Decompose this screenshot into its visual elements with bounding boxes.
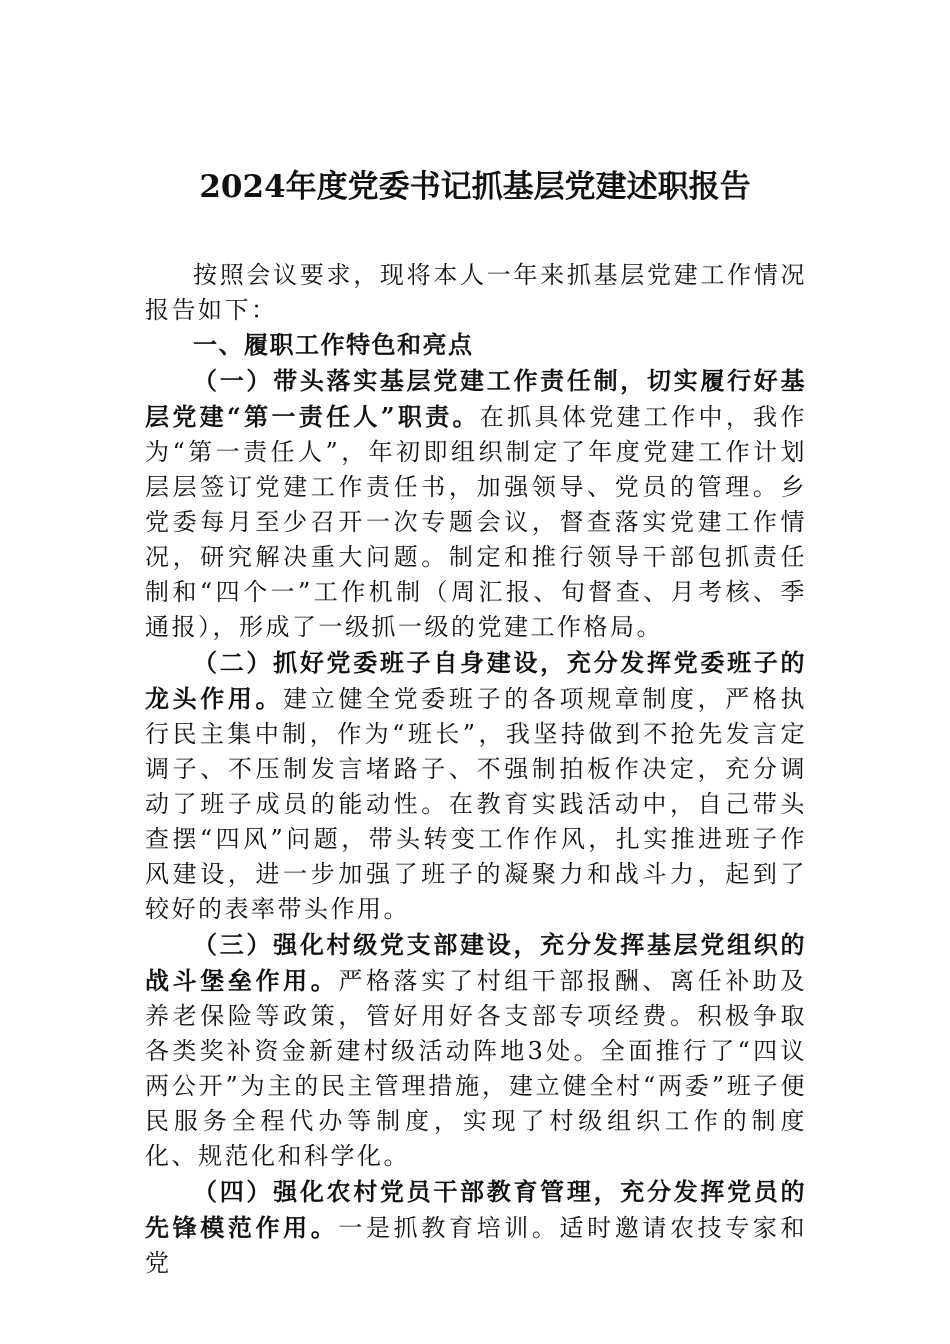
- paragraph-3-lead: （三）强化村级党支部建设，充分发挥基层党组织的战斗堡垒作用。: [145, 930, 807, 995]
- paragraph-4: [145, 1174, 807, 1281]
- paragraph-3-text: 严格落实了村组干部报酬、离任补助及养老保险等政策，管好用好各支部专项经费。积极争取各类奖补资金新建村级活动阵地3处。全面推行了“四议两公开”为主的民主管理措施，建立健全村“两委”班子便民服务全程代办等制度，实现了村级组织工作的制度化、规范化和科学化。: [145, 967, 808, 1170]
- document-body: [145, 256, 807, 1281]
- intro-paragraph: 按照会议要求，现将本人一年来抓基层党建工作情况报告如下：: [145, 261, 807, 324]
- paragraph-1-lead: （一）带头落实基层党建工作责任制，切实履行好基层党建“第一责任人”职责。: [145, 366, 807, 431]
- paragraph-4-text: 一是抓教育培训。适时邀请农技专家和党: [145, 1214, 808, 1277]
- document-title: 2024年度党委书记抓基层党建述职报告: [199, 169, 751, 205]
- paragraph-1: [145, 363, 807, 645]
- paragraph-3: [145, 927, 807, 1174]
- paragraph-2: [145, 645, 807, 927]
- section-heading: 一、履职工作特色和亮点: [193, 331, 474, 359]
- paragraph-2-text: 建立健全党委班子的各项规章制度，严格执行民主集中制，作为“班长”，我坚持做到不抢先发言定调子、不压制发言堵路子、不强制拍板作决定，充分调动了班子成员的能动性。在教育实践活动中，自己带头查摆“四风”问题，带头转变工作作风，扎实推进班子作风建设，进一步加强了班子的凝聚力和战斗力，起到了较好的表率带头作用。: [145, 685, 808, 923]
- paragraph-4-lead: （四）强化农村党员干部教育管理，充分发挥党员的先锋模范作用。: [145, 1177, 807, 1242]
- paragraph-1-text: 在抓具体党建工作中，我作为“第一责任人”，年初即组织制定了年度党建工作计划层层签订党建工作责任书，加强领导、党员的管理。乡党委每月至少召开一次专题会议，督查落实党建工作情况，研究解决重大问题。制定和推行领导干部包抓责任制和“四个一”工作机制（周汇报、旬督查、月考核、季通报），形成了一级抓一级的党建工作格局。: [145, 403, 808, 641]
- paragraph-2-lead: （二）抓好党委班子自身建设，充分发挥党委班子的龙头作用。: [145, 648, 807, 713]
